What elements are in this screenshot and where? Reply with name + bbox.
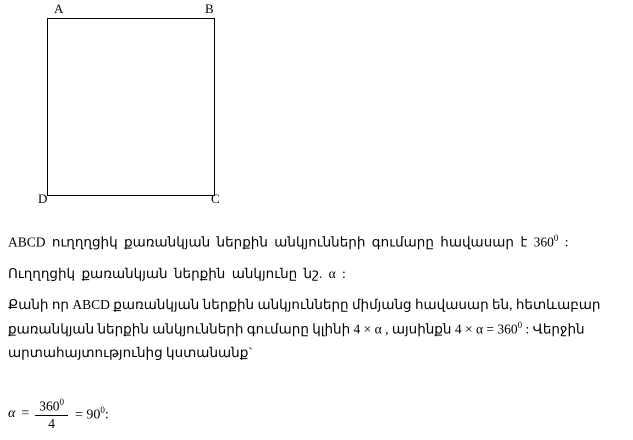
equation-result bbox=[75, 405, 109, 424]
statement-line-3-text: Քանի որ ABCD քառանկյան ներքին անկյունները միմյանց հավասար են, հետևաբար bbox=[8, 296, 601, 312]
vertex-label-d: D bbox=[38, 191, 48, 206]
statement-line-1-superscript: 0 bbox=[553, 233, 559, 243]
statement-line-3 bbox=[8, 296, 625, 314]
equation-result-tail: : bbox=[104, 407, 109, 423]
equation-alpha: α bbox=[8, 406, 16, 422]
vertex-label-a: A bbox=[54, 1, 64, 16]
statement-line-2 bbox=[8, 265, 625, 283]
geometry-figure bbox=[0, 0, 633, 215]
solution-text bbox=[8, 232, 625, 375]
statement-line-4 bbox=[8, 319, 625, 339]
fraction-numerator bbox=[35, 398, 68, 415]
vertex-label-b: B bbox=[205, 1, 214, 16]
final-equation bbox=[8, 398, 109, 431]
fraction-numerator-superscript: 0 bbox=[59, 397, 65, 407]
rectangle-abcd-shape bbox=[47, 18, 215, 196]
statement-line-1 bbox=[8, 232, 625, 252]
statement-line-5-text: արտահայտությունից կստանանք` bbox=[8, 344, 253, 360]
statement-line-1-tail: : bbox=[558, 234, 569, 250]
equation-result-superscript: 0 bbox=[100, 405, 105, 416]
statement-line-2-text: Ուղղղցիկ քառանկյան ներքին անկյունը նշ. α : bbox=[8, 265, 346, 281]
equation-result-value: = 90 bbox=[75, 407, 101, 423]
statement-line-4-text: քառանկյան ներքին անկյունների գումարը կլինի 4 × α , այսինքն 4 × α = 360 bbox=[8, 321, 518, 337]
statement-line-4-tail: : Վերջին bbox=[522, 321, 585, 337]
equation-equals-sign: = bbox=[21, 406, 30, 422]
statement-line-1-text: ABCD ուղղղցիկ քառանկյան ներքին անկյունների գումարը հավասար է 360 bbox=[8, 234, 554, 250]
vertex-label-c: C bbox=[211, 191, 220, 206]
statement-line-5 bbox=[8, 344, 625, 362]
fraction-numerator-value: 360 bbox=[39, 398, 60, 414]
fraction-denominator: 4 bbox=[48, 415, 56, 431]
statement-line-4-superscript: 0 bbox=[517, 320, 523, 331]
equation-fraction bbox=[35, 398, 68, 431]
